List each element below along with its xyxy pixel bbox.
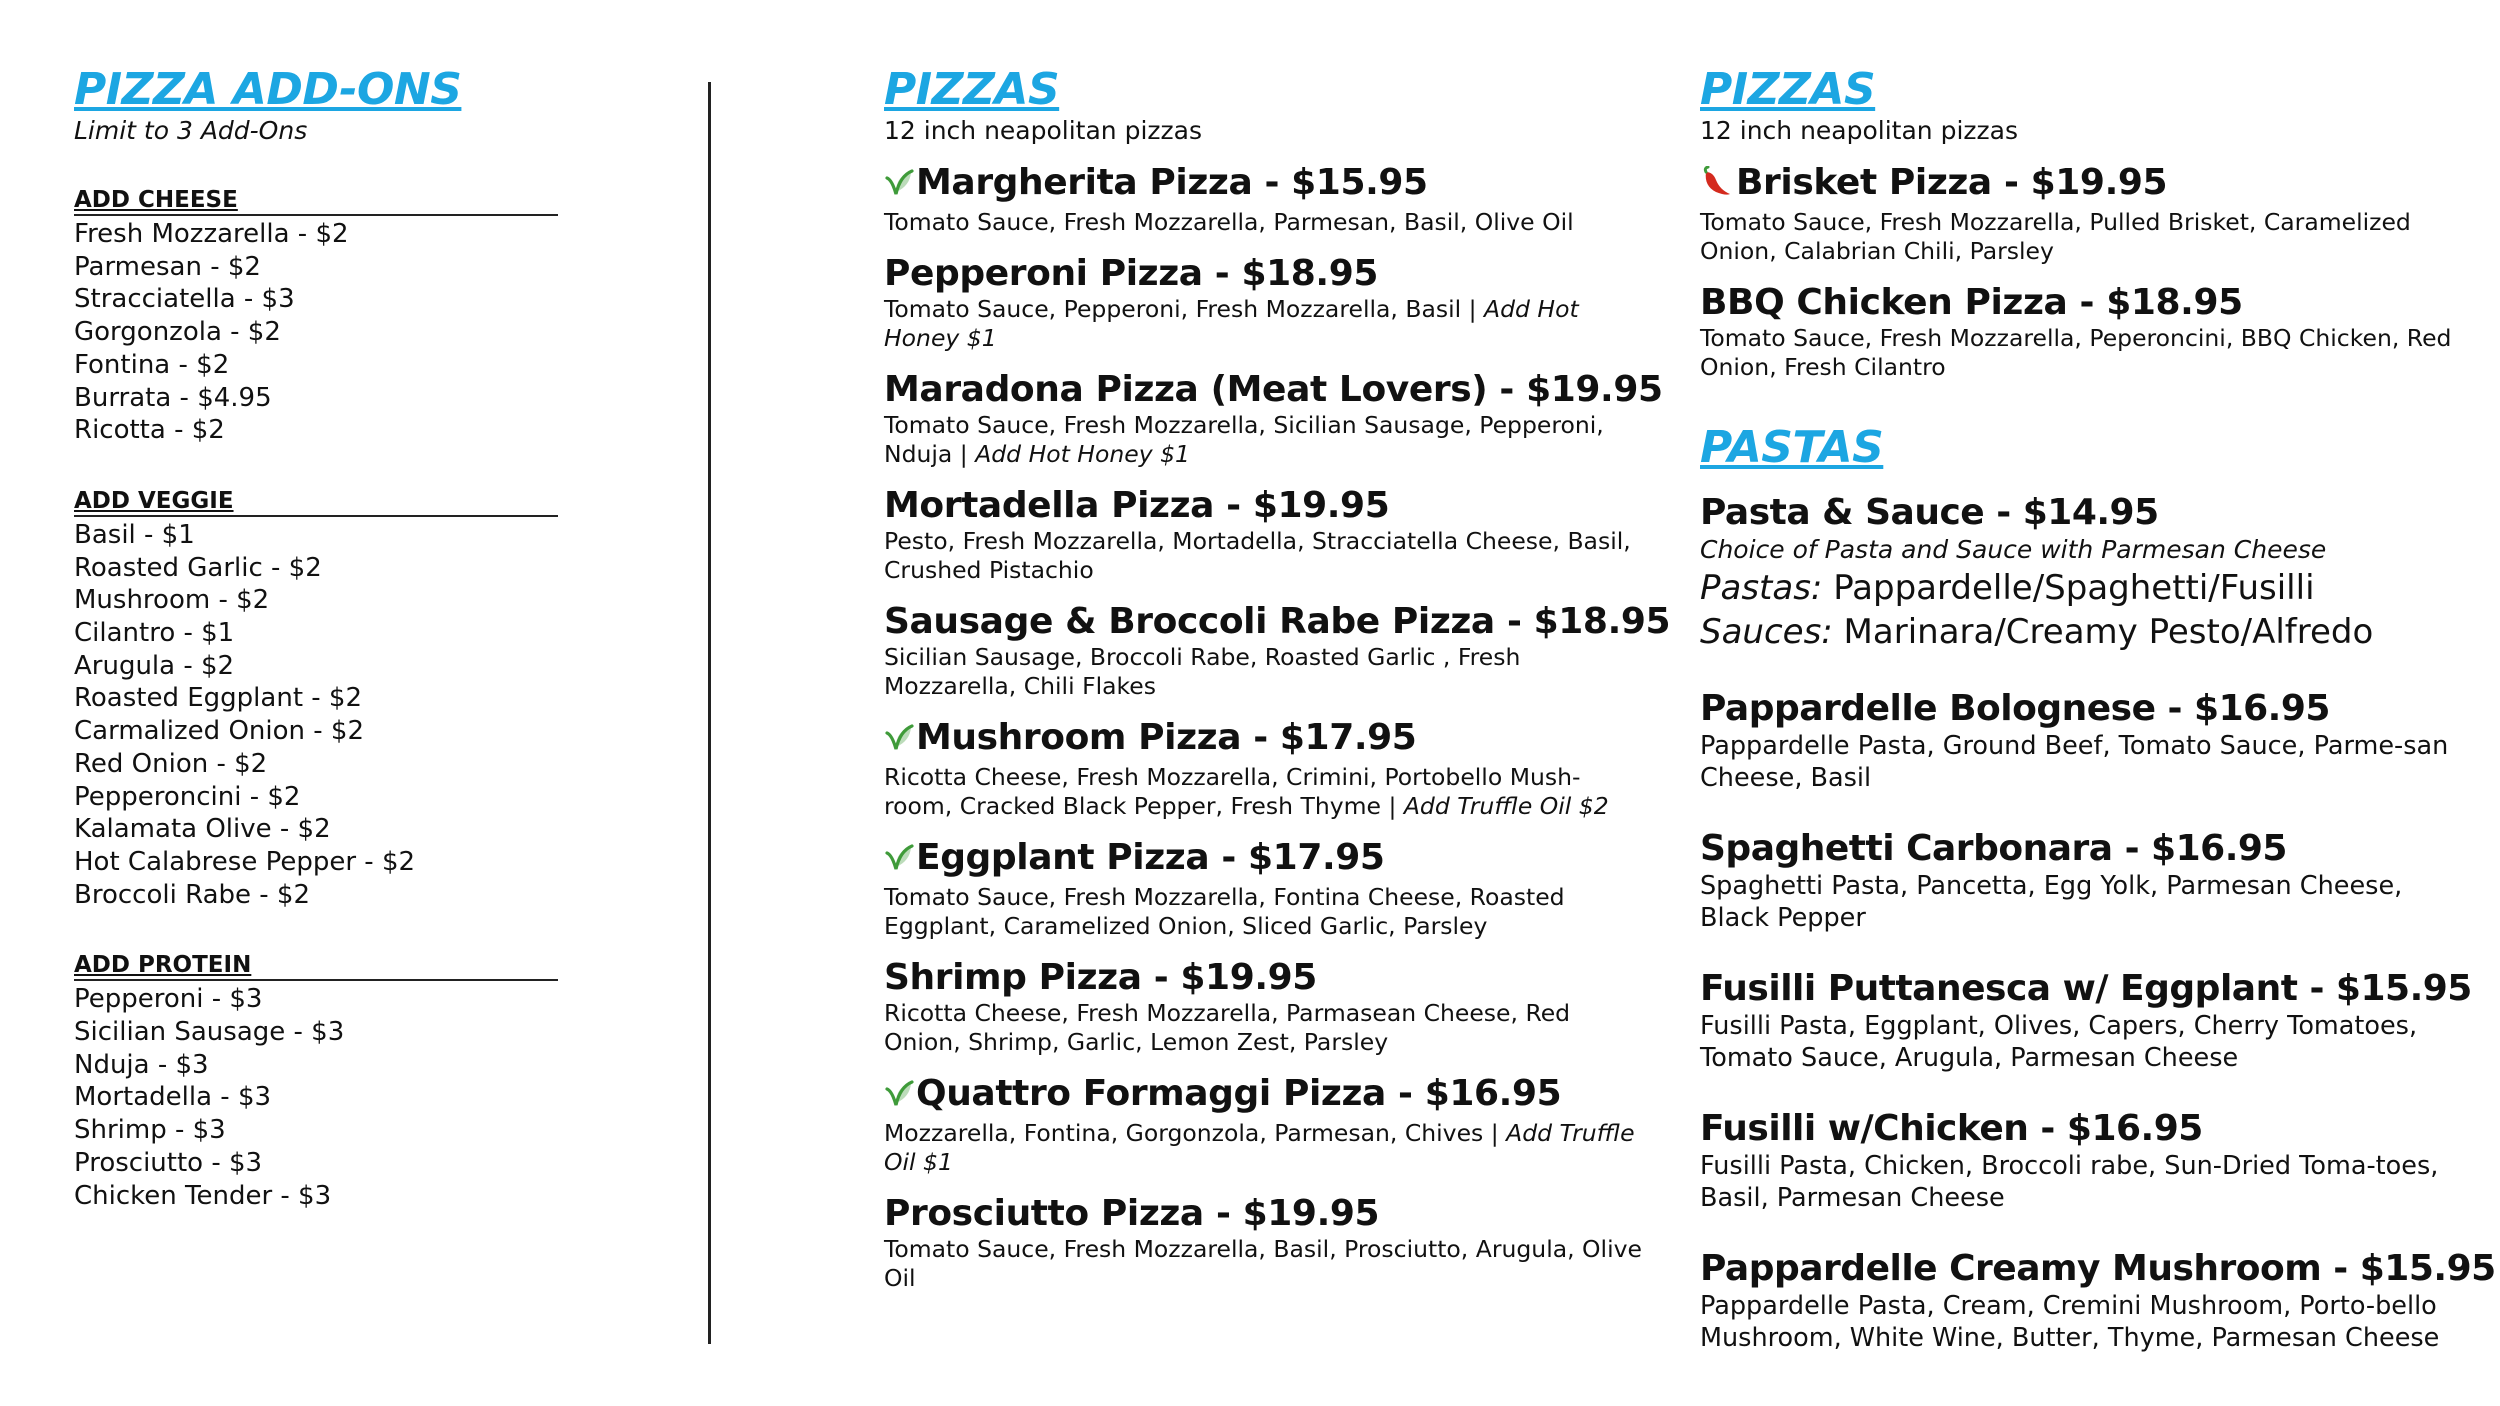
pasta-list bbox=[1700, 688, 2496, 1354]
addon-item: Basil - $1 bbox=[74, 519, 195, 550]
pizza-description bbox=[884, 763, 1644, 821]
pizzas-pastas-column bbox=[1700, 64, 2496, 1354]
pizza-name: BBQ Chicken Pizza - $18.95 bbox=[1700, 282, 2243, 323]
addon-item: Broccoli Rabe - $2 bbox=[74, 879, 310, 910]
pizza-item bbox=[884, 369, 1663, 469]
addon-group bbox=[74, 186, 634, 447]
vegetarian-leaf-icon bbox=[884, 166, 914, 208]
column-divider bbox=[708, 82, 711, 1344]
addon-list bbox=[74, 983, 634, 1212]
pasta-note: Choice of Pasta and Sauce with Parmesan Cheese bbox=[1700, 535, 2327, 564]
pizza-ingredients: Tomato Sauce, Fresh Mozzarella, Basil, Prosciutto, Arugula, Olive Oil bbox=[884, 1235, 1642, 1292]
addon-group-title: ADD VEGGIE bbox=[74, 487, 558, 517]
pizza-add-on-note: Add Truffle Oil $1 bbox=[884, 1119, 1635, 1176]
addon-groups bbox=[74, 186, 634, 1212]
pasta-item-pasta-and-sauce bbox=[1700, 492, 2460, 654]
pizza-description bbox=[884, 527, 1644, 585]
pizza-description bbox=[884, 643, 1644, 701]
addon-item: Nduja - $3 bbox=[74, 1049, 209, 1080]
pizza-name-row bbox=[884, 837, 1644, 883]
addon-item: Fontina - $2 bbox=[74, 349, 230, 380]
addon-item: Chicken Tender - $3 bbox=[74, 1180, 332, 1211]
pizza-description bbox=[884, 208, 1644, 237]
addons-title: PIZZA ADD-ONS bbox=[74, 64, 462, 115]
pizza-ingredients: Ricotta Cheese, Fresh Mozzarella, Parmasean Cheese, Red Onion, Shrimp, Garlic, Lemon Zest, Parsley bbox=[884, 999, 1571, 1056]
addon-item: Burrata - $4.95 bbox=[74, 382, 272, 413]
addon-item: Mortadella - $3 bbox=[74, 1082, 272, 1113]
addon-list bbox=[74, 218, 634, 447]
pizzas-column-left bbox=[884, 64, 1671, 1293]
pastas-label: Pastas: bbox=[1700, 568, 1823, 608]
pizza-ingredients: Sicilian Sausage, Broccoli Rabe, Roasted Garlic , Fresh Mozzarella, Chili Flakes bbox=[884, 643, 1521, 700]
pizza-ingredients: Ricotta Cheese, Fresh Mozzarella, Crimini, Portobello Mush-room, Cracked Black Pepper, Fresh Thyme | bbox=[884, 763, 1581, 820]
pizza-name: Shrimp Pizza - $19.95 bbox=[884, 957, 1317, 998]
addon-item: Pepperoni - $3 bbox=[74, 984, 263, 1015]
pasta-item bbox=[1700, 688, 2460, 794]
addon-group-title: ADD CHEESE bbox=[74, 186, 558, 216]
pizza-name: Eggplant Pizza - $17.95 bbox=[916, 837, 1385, 878]
pizza-name-row bbox=[1700, 282, 2460, 324]
pasta-name: Pasta & Sauce - $14.95 bbox=[1700, 492, 2159, 533]
addon-item: Carmalized Onion - $2 bbox=[74, 716, 364, 747]
addon-item: Parmesan - $2 bbox=[74, 251, 261, 282]
addon-item: Prosciutto - $3 bbox=[74, 1147, 263, 1178]
vegetarian-leaf-icon bbox=[884, 841, 914, 883]
pizza-ingredients: Tomato Sauce, Fresh Mozzarella, Peperoncini, BBQ Chicken, Red Onion, Fresh Cilantro bbox=[1700, 324, 2452, 381]
pasta-name: Fusilli Puttanesca w/ Eggplant - $15.95 bbox=[1700, 968, 2472, 1009]
pasta-name: Pappardelle Bolognese - $16.95 bbox=[1700, 688, 2330, 729]
pizza-name-row bbox=[884, 162, 1644, 208]
pasta-description: Spaghetti Pasta, Pancetta, Egg Yolk, Parmesan Cheese, Black Pepper bbox=[1700, 871, 2403, 933]
addon-list bbox=[74, 519, 634, 911]
pizza-ingredients: Tomato Sauce, Pepperoni, Fresh Mozzarella, Basil | bbox=[884, 295, 1485, 323]
pizza-ingredients: Tomato Sauce, Fresh Mozzarella, Sicilian Sausage, Pepperoni, Nduja | bbox=[884, 411, 1604, 468]
pizza-ingredients: Mozzarella, Fontina, Gorgonzola, Parmesan, Chives | bbox=[884, 1119, 1507, 1147]
sauces-options: Marinara/Creamy Pesto/Alfredo bbox=[1832, 612, 2374, 652]
pizza-name: Mushroom Pizza - $17.95 bbox=[916, 717, 1417, 758]
pizza-ingredients: Tomato Sauce, Fresh Mozzarella, Fontina Cheese, Roasted Eggplant, Caramelized Onion, Sliced Garlic, Parsley bbox=[884, 883, 1565, 940]
addon-group bbox=[74, 951, 634, 1212]
addon-item: Kalamata Olive - $2 bbox=[74, 814, 331, 845]
pizza-name: Sausage & Broccoli Rabe Pizza - $18.95 bbox=[884, 601, 1671, 642]
addon-item: Gorgonzola - $2 bbox=[74, 317, 281, 348]
pizza-item bbox=[884, 837, 1644, 941]
pizza-list-left bbox=[884, 162, 1671, 1293]
pizza-name: Pepperoni Pizza - $18.95 bbox=[884, 253, 1378, 294]
addon-item: Red Onion - $2 bbox=[74, 748, 268, 779]
vegetarian-leaf-icon bbox=[884, 721, 914, 763]
pizzas-title-left: PIZZAS bbox=[884, 64, 1060, 115]
pizza-name: Brisket Pizza - $19.95 bbox=[1736, 162, 2168, 203]
pizza-name: Mortadella Pizza - $19.95 bbox=[884, 485, 1390, 526]
pasta-item bbox=[1700, 828, 2460, 934]
pizza-name: Maradona Pizza (Meat Lovers) - $19.95 bbox=[884, 369, 1663, 410]
sauce-choice-line bbox=[1700, 610, 2460, 654]
pizza-name-row bbox=[884, 1073, 1644, 1119]
pizza-item bbox=[1700, 162, 2460, 266]
pasta-item bbox=[1700, 1248, 2496, 1354]
pizza-item bbox=[884, 601, 1671, 701]
pasta-item bbox=[1700, 968, 2472, 1074]
pasta-description: Fusilli Pasta, Eggplant, Olives, Capers, Cherry Tomatoes, Tomato Sauce, Arugula, Parmesan Cheese bbox=[1700, 1011, 2418, 1073]
addon-item: Sicilian Sausage - $3 bbox=[74, 1017, 345, 1048]
pizza-ingredients: Tomato Sauce, Fresh Mozzarella, Pulled Brisket, Caramelized Onion, Calabrian Chili, Parsley bbox=[1700, 208, 2411, 265]
addon-item: Fresh Mozzarella - $2 bbox=[74, 219, 349, 249]
pasta-description: Pappardelle Pasta, Cream, Cremini Mushroom, Porto-bello Mushroom, White Wine, Butter, Thyme, Parmesan Cheese bbox=[1700, 1291, 2440, 1353]
pizza-name-row bbox=[884, 485, 1644, 527]
pizza-name: Quattro Formaggi Pizza - $16.95 bbox=[916, 1073, 1562, 1114]
pizza-description bbox=[884, 999, 1644, 1057]
pizza-item bbox=[1700, 282, 2460, 382]
pizza-name-row bbox=[884, 957, 1644, 999]
addon-item: Arugula - $2 bbox=[74, 650, 235, 681]
addon-group-title: ADD PROTEIN bbox=[74, 951, 558, 981]
sauces-label: Sauces: bbox=[1700, 612, 1833, 652]
pizza-description bbox=[884, 295, 1644, 353]
pizza-item bbox=[884, 717, 1644, 821]
pizza-item bbox=[884, 253, 1644, 353]
pizza-list-right bbox=[1700, 162, 2460, 382]
addon-item: Cilantro - $1 bbox=[74, 618, 235, 649]
vegetarian-leaf-icon bbox=[884, 1077, 914, 1119]
pizzas-subtitle-left: 12 inch neapolitan pizzas bbox=[884, 116, 1203, 145]
pizza-item bbox=[884, 1073, 1644, 1177]
pizza-description bbox=[1700, 324, 2460, 382]
pasta-choice-line bbox=[1700, 566, 2460, 610]
pizza-item bbox=[884, 485, 1644, 585]
pastas-title: PASTAS bbox=[1700, 422, 1884, 473]
pasta-name: Pappardelle Creamy Mushroom - $15.95 bbox=[1700, 1248, 2496, 1289]
addon-item: Stracciatella - $3 bbox=[74, 284, 295, 315]
pizza-item bbox=[884, 1193, 1644, 1293]
pizza-add-on-note: Add Truffle Oil $2 bbox=[1403, 792, 1609, 820]
pasta-name: Fusilli w/Chicken - $16.95 bbox=[1700, 1108, 2203, 1149]
pizza-name-row bbox=[884, 601, 1671, 643]
pizza-name: Prosciutto Pizza - $19.95 bbox=[884, 1193, 1380, 1234]
addon-item: Pepperoncini - $2 bbox=[74, 781, 301, 812]
pizza-name-row bbox=[884, 253, 1644, 295]
pizza-name: Margherita Pizza - $15.95 bbox=[916, 162, 1428, 203]
pizza-ingredients: Pesto, Fresh Mozzarella, Mortadella, Stracciatella Cheese, Basil, Crushed Pistachio bbox=[884, 527, 1631, 584]
pastas-options: Pappardelle/Spaghetti/Fusilli bbox=[1822, 568, 2315, 608]
pizza-name-row bbox=[884, 369, 1663, 411]
pizzas-title-right: PIZZAS bbox=[1700, 64, 1876, 115]
addon-item: Hot Calabrese Pepper - $2 bbox=[74, 846, 416, 877]
pasta-description: Pappardelle Pasta, Ground Beef, Tomato Sauce, Parme-san Cheese, Basil bbox=[1700, 731, 2449, 793]
pizza-ingredients: Tomato Sauce, Fresh Mozzarella, Parmesan, Basil, Olive Oil bbox=[884, 208, 1574, 236]
pizza-description bbox=[884, 883, 1644, 941]
addon-item: Mushroom - $2 bbox=[74, 585, 270, 616]
addons-subtitle: Limit to 3 Add-Ons bbox=[74, 116, 308, 145]
pizza-add-on-note: Add Hot Honey $1 bbox=[884, 295, 1579, 352]
pizza-description bbox=[884, 1119, 1644, 1177]
pizza-description bbox=[884, 411, 1644, 469]
pasta-name: Spaghetti Carbonara - $16.95 bbox=[1700, 828, 2287, 869]
addon-item: Roasted Garlic - $2 bbox=[74, 552, 322, 583]
addon-item: Roasted Eggplant - $2 bbox=[74, 683, 363, 714]
pizza-name-row bbox=[1700, 162, 2460, 208]
addon-group bbox=[74, 487, 634, 911]
chili-pepper-icon bbox=[1700, 166, 1734, 208]
pizza-add-on-note: Add Hot Honey $1 bbox=[975, 440, 1190, 468]
addon-item: Shrimp - $3 bbox=[74, 1115, 226, 1146]
pizza-item bbox=[884, 957, 1644, 1057]
pasta-item bbox=[1700, 1108, 2460, 1214]
addons-column bbox=[74, 64, 634, 1212]
pizza-item bbox=[884, 162, 1644, 237]
pizza-name-row bbox=[884, 1193, 1644, 1235]
pizza-description bbox=[884, 1235, 1644, 1293]
pasta-description: Fusilli Pasta, Chicken, Broccoli rabe, Sun-Dried Toma-toes, Basil, Parmesan Cheese bbox=[1700, 1151, 2439, 1213]
pizza-description bbox=[1700, 208, 2460, 266]
pizza-name-row bbox=[884, 717, 1644, 763]
addon-item: Ricotta - $2 bbox=[74, 415, 225, 446]
pizzas-subtitle-right: 12 inch neapolitan pizzas bbox=[1700, 116, 2019, 145]
